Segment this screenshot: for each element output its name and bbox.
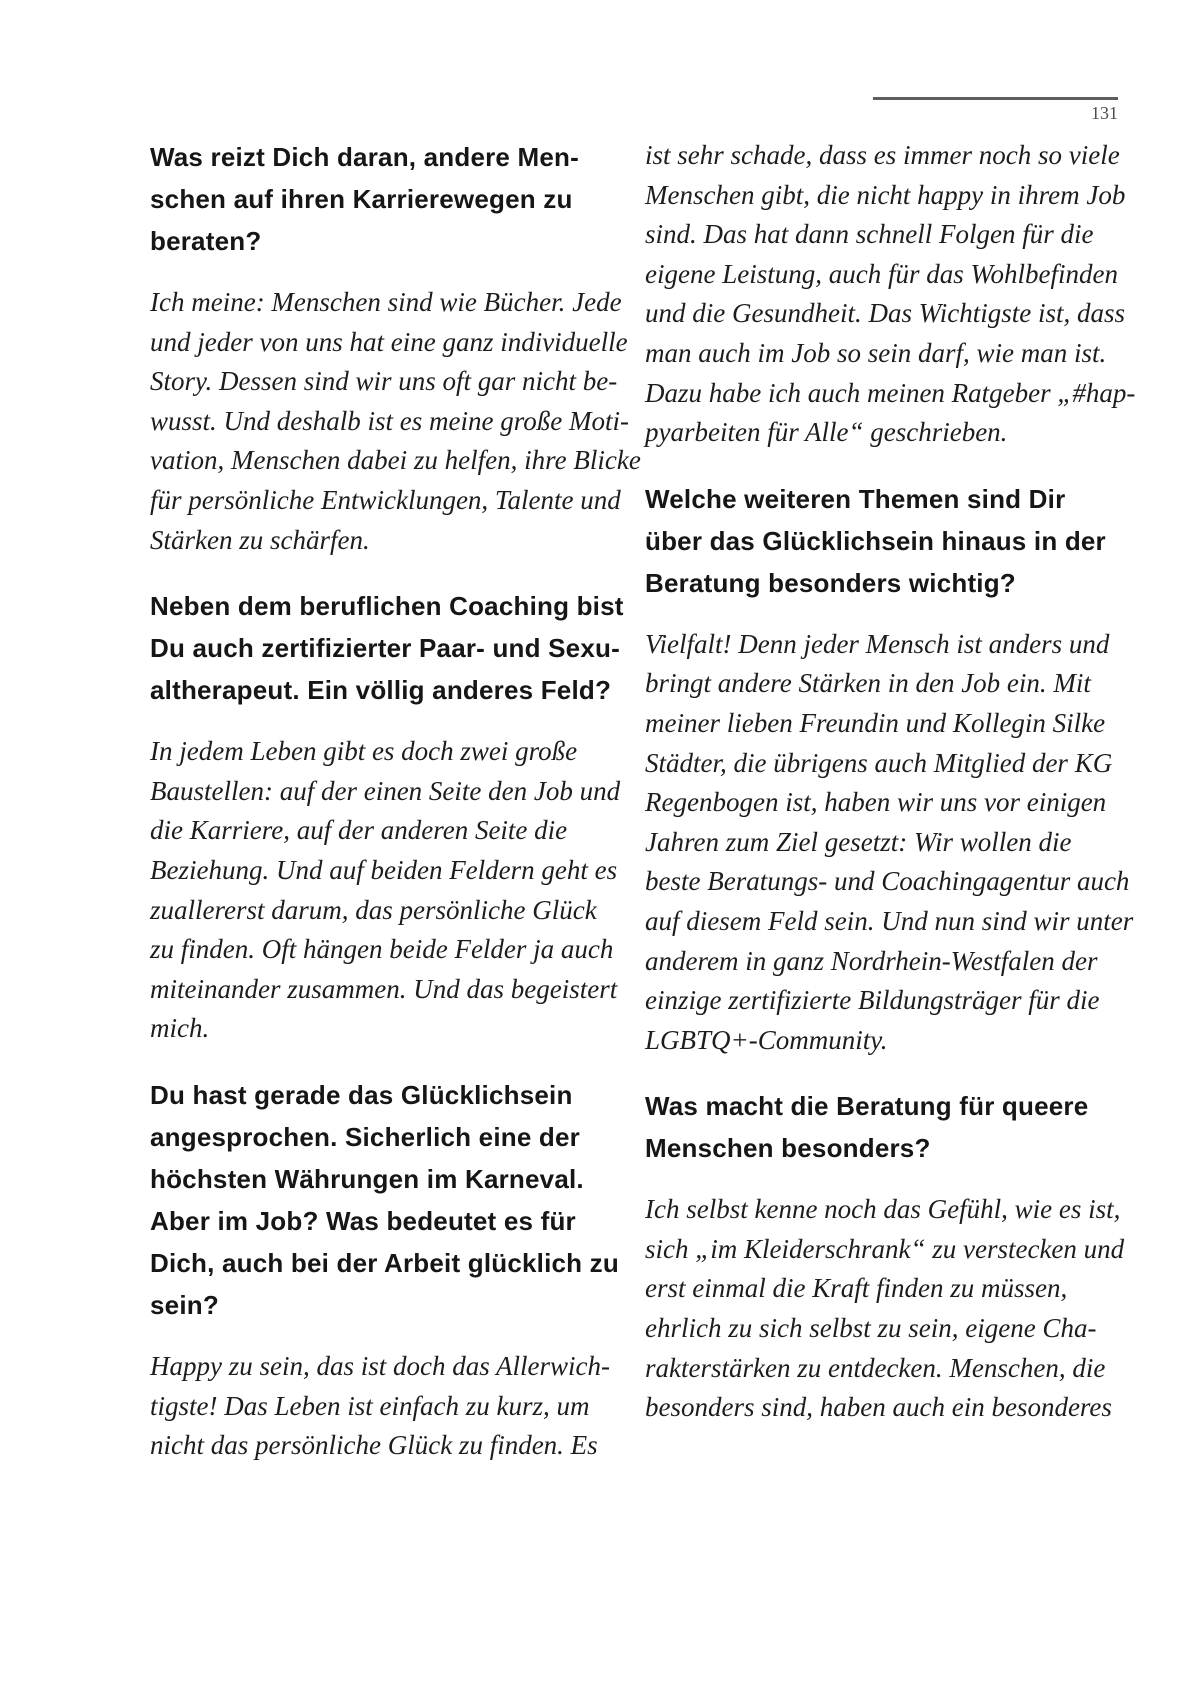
- text-line: Was macht die Beratung für queere: [645, 1091, 1089, 1122]
- text-line: LGBTQ+-Community.: [645, 1024, 888, 1055]
- text-line: beste Beratungs- und Coachingagentur auch: [645, 866, 1130, 897]
- text-line: erst einmal die Kraft finden zu müssen,: [645, 1273, 1068, 1304]
- text-line: Dazu habe ich auch meinen Ratgeber „#hap-: [645, 377, 1136, 408]
- interview-answer: [150, 283, 641, 560]
- text-line: mich.: [150, 1013, 210, 1044]
- text-line: angesprochen. Sicherlich eine der: [150, 1121, 580, 1152]
- text-line: ehrlich zu sich selbst zu sein, eigene Cha-: [645, 1313, 1097, 1344]
- page-number: 131: [1091, 103, 1118, 123]
- text-line: und jeder von uns hat eine ganz individuelle: [150, 326, 628, 357]
- interview-column-left: [150, 136, 641, 1491]
- text-line: einzige zertifizierte Bildungsträger für die: [645, 985, 1100, 1016]
- text-line: Jahren zum Ziel gesetzt: Wir wollen die: [645, 826, 1072, 857]
- interview-answer: [645, 136, 1136, 453]
- text-line: Baustellen: auf der einen Seite den Job und: [150, 775, 621, 806]
- text-line: für persönliche Entwicklungen, Talente und: [150, 484, 621, 515]
- text-line: Dich, auch bei der Arbeit glücklich zu: [150, 1247, 619, 1278]
- text-line: vation, Menschen dabei zu helfen, ihre Blicke: [150, 445, 641, 476]
- text-line: ist sehr schade, dass es immer noch so viele: [645, 140, 1120, 170]
- text-line: Story. Dessen sind wir uns oft gar nicht be-: [150, 366, 618, 397]
- text-line: Vielfalt! Denn jeder Mensch ist anders und: [645, 628, 1110, 659]
- text-line: Regenbogen ist, haben wir uns vor einigen: [645, 787, 1107, 818]
- interview-question: [645, 478, 1123, 604]
- text-line: Menschen gibt, die nicht happy in ihrem Job: [645, 179, 1126, 210]
- interview-question: [645, 1085, 1123, 1169]
- text-line: die Karriere, auf der anderen Seite die: [150, 815, 568, 846]
- text-line: Beziehung. Und auf beiden Feldern geht es: [150, 854, 618, 885]
- text-line: über das Glücklichsein hinaus in der: [645, 525, 1106, 556]
- text-line: Du auch zertifizierter Paar- und Sexu-: [150, 633, 620, 664]
- text-line: sind. Das hat dann schnell Folgen für die: [645, 219, 1094, 250]
- text-line: und die Gesundheit. Das Wichtigste ist, dass: [645, 298, 1125, 329]
- text-line: anderem in ganz Nordrhein-Westfalen der: [645, 945, 1098, 976]
- text-line: Aber im Job? Was bedeutet es für: [150, 1205, 576, 1236]
- header-rule: [873, 97, 1118, 100]
- text-line: Du hast gerade das Glücklichsein: [150, 1079, 573, 1110]
- text-line: bringt andere Stärken in den Job ein. Mit: [645, 668, 1091, 699]
- text-line: tigste! Das Leben ist einfach zu kurz, um: [150, 1390, 590, 1421]
- text-line: zu finden. Oft hängen beide Felder ja auch: [150, 934, 614, 965]
- interview-question: [150, 585, 628, 711]
- text-line: Städter, die übrigens auch Mitglied der KG: [645, 747, 1113, 778]
- text-line: miteinander zusammen. Und das begeistert: [150, 973, 618, 1004]
- text-line: Stärken zu schärfen.: [150, 524, 370, 555]
- text-line: man auch im Job so sein darf, wie man ist.: [645, 337, 1107, 368]
- text-line: eigene Leistung, auch für das Wohlbefinden: [645, 258, 1118, 289]
- text-line: wusst. Und deshalb ist es meine große Moti-: [150, 405, 629, 436]
- text-line: rakterstärken zu entdecken. Menschen, die: [645, 1352, 1106, 1383]
- text-line: schen auf ihren Karrierewegen zu: [150, 184, 573, 214]
- text-line: meiner lieben Freundin und Kollegin Silke: [645, 707, 1106, 738]
- text-line: sich „im Kleiderschrank“ zu verstecken und: [645, 1233, 1125, 1264]
- text-line: In jedem Leben gibt es doch zwei große: [150, 736, 578, 767]
- text-line: höchsten Währungen im Karneval.: [150, 1163, 584, 1194]
- text-line: sein?: [150, 1289, 219, 1320]
- text-line: besonders sind, haben auch ein besonderes: [645, 1392, 1112, 1423]
- text-line: Ich meine: Menschen sind wie Bücher. Jede: [150, 287, 622, 317]
- text-line: Ich selbst kenne noch das Gefühl, wie es ist,: [645, 1194, 1121, 1225]
- text-line: Menschen besonders?: [645, 1133, 931, 1164]
- text-line: nicht das persönliche Glück zu finden. Es: [150, 1430, 598, 1461]
- text-line: Happy zu sein, das ist doch das Allerwich-: [150, 1350, 610, 1381]
- interview-question: [150, 1074, 628, 1326]
- text-line: Beratung besonders wichtig?: [645, 567, 1016, 598]
- interview-answer: [645, 1190, 1123, 1428]
- text-line: Was reizt Dich daran, andere Men-: [150, 142, 579, 172]
- interview-answer: [150, 732, 628, 1049]
- interview-column-right: [645, 136, 1136, 1453]
- interview-answer: [645, 625, 1134, 1061]
- interview-answer: [150, 1347, 628, 1466]
- interview-question: [150, 136, 628, 262]
- text-line: pyarbeiten für Alle“ geschrieben.: [645, 417, 1008, 448]
- text-line: zuallererst darum, das persönliche Glück: [150, 894, 597, 925]
- text-line: auf diesem Feld sein. Und nun sind wir unter: [645, 905, 1134, 936]
- text-line: Neben dem beruflichen Coaching bist: [150, 591, 624, 622]
- text-line: beraten?: [150, 226, 262, 256]
- text-line: Welche weiteren Themen sind Dir: [645, 483, 1066, 514]
- text-line: altherapeut. Ein völlig anderes Feld?: [150, 675, 612, 706]
